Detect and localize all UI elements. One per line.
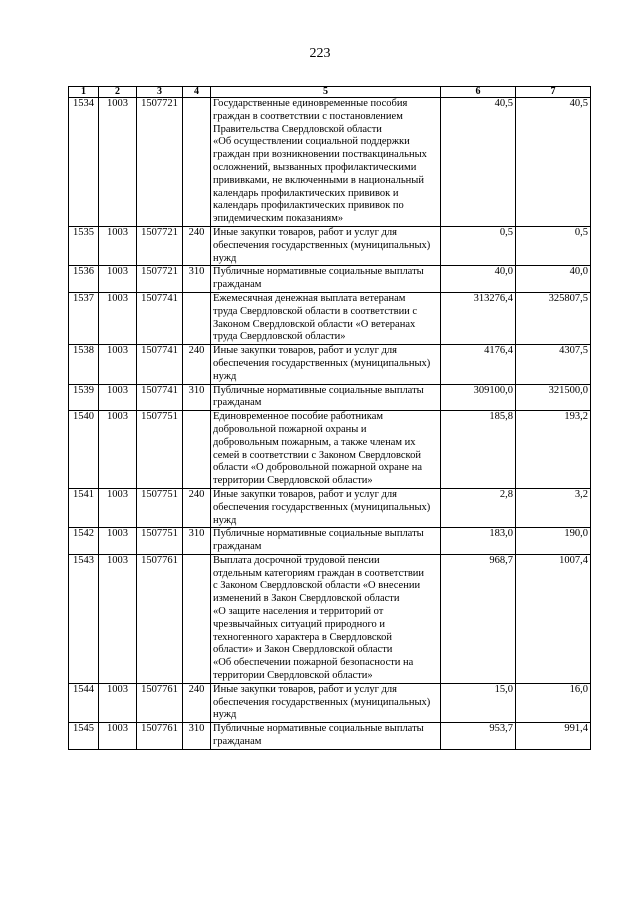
- article-code-cell: 1507761: [137, 723, 183, 750]
- header-cell: 4: [183, 87, 211, 98]
- table-row: [69, 683, 591, 722]
- row-name-cell: Выплата досрочной трудовой пенсии отдельным категориям граждан в соответствии с Законом Свердловской области «О внесении изменений в Закон Свердловской области «О защите населения и территорий от чрезвычайных ситуаций природного и техногенного характера в Свердловской области» и Закон Свердловской области «Об обеспечении пожарной безопасности на территории Свердловской области»: [211, 554, 441, 683]
- section-code-cell: 1003: [99, 98, 137, 227]
- article-code-cell: 1507751: [137, 411, 183, 489]
- amount-col7-cell: 0,5: [516, 226, 591, 265]
- expense-type-cell: [183, 554, 211, 683]
- section-code-cell: 1003: [99, 528, 137, 555]
- table-row: [69, 411, 591, 489]
- row-name-cell: Ежемесячная денежная выплата ветеранам труда Свердловской области в соответствии с Законом Свердловской области «О ветеранах труда Свердловской области»: [211, 292, 441, 344]
- section-code-cell: 1003: [99, 292, 137, 344]
- expense-type-cell: 240: [183, 488, 211, 527]
- expense-type-cell: 240: [183, 345, 211, 384]
- section-code-cell: 1003: [99, 723, 137, 750]
- header-cell: 2: [99, 87, 137, 98]
- amount-col7-cell: 321500,0: [516, 384, 591, 411]
- article-code-cell: 1507721: [137, 266, 183, 293]
- row-number-cell: 1535: [69, 226, 99, 265]
- amount-col7-cell: 991,4: [516, 723, 591, 750]
- expense-type-cell: 310: [183, 528, 211, 555]
- table-row: [69, 345, 591, 384]
- row-name-cell: Иные закупки товаров, работ и услуг для обеспечения государственных (муниципальных) нужд: [211, 226, 441, 265]
- row-number-cell: 1541: [69, 488, 99, 527]
- row-name-cell: Иные закупки товаров, работ и услуг для обеспечения государственных (муниципальных) нужд: [211, 345, 441, 384]
- amount-col6-cell: 40,5: [441, 98, 516, 227]
- header-cell: 5: [211, 87, 441, 98]
- row-name-cell: Публичные нормативные социальные выплаты гражданам: [211, 723, 441, 750]
- article-code-cell: 1507741: [137, 292, 183, 344]
- amount-col6-cell: 968,7: [441, 554, 516, 683]
- amount-col7-cell: 40,0: [516, 266, 591, 293]
- row-name-cell: Государственные единовременные пособия граждан в соответствии с постановлением Правительства Свердловской области «Об осуществлении социальной поддержки граждан при возникновении поствакцинальных осложнений, вызванных профилактическими прививками, не включенными в национальный календарь профилактических прививок и календарь профилактических прививок по эпидемическим показаниям»: [211, 98, 441, 227]
- amount-col7-cell: 190,0: [516, 528, 591, 555]
- table-row: [69, 554, 591, 683]
- row-number-cell: 1536: [69, 266, 99, 293]
- row-name-cell: Публичные нормативные социальные выплаты гражданам: [211, 528, 441, 555]
- section-code-cell: 1003: [99, 226, 137, 265]
- row-number-cell: 1544: [69, 683, 99, 722]
- article-code-cell: 1507761: [137, 554, 183, 683]
- article-code-cell: 1507761: [137, 683, 183, 722]
- article-code-cell: 1507741: [137, 345, 183, 384]
- section-code-cell: 1003: [99, 411, 137, 489]
- expense-type-cell: [183, 292, 211, 344]
- row-number-cell: 1539: [69, 384, 99, 411]
- row-number-cell: 1542: [69, 528, 99, 555]
- row-name-cell: Публичные нормативные социальные выплаты гражданам: [211, 266, 441, 293]
- article-code-cell: 1507721: [137, 98, 183, 227]
- section-code-cell: 1003: [99, 345, 137, 384]
- article-code-cell: 1507741: [137, 384, 183, 411]
- expense-type-cell: [183, 411, 211, 489]
- article-code-cell: 1507751: [137, 528, 183, 555]
- amount-col7-cell: 4307,5: [516, 345, 591, 384]
- table-row: [69, 266, 591, 293]
- expense-type-cell: 310: [183, 384, 211, 411]
- amount-col6-cell: 953,7: [441, 723, 516, 750]
- row-name-cell: Единовременное пособие работникам добровольной пожарной охраны и добровольным пожарным, а также членам их семей в соответствии с Законом Свердловской области «О добровольной пожарной охране на территории Свердловской области»: [211, 411, 441, 489]
- article-code-cell: 1507751: [137, 488, 183, 527]
- amount-col6-cell: 4176,4: [441, 345, 516, 384]
- table-row: [69, 98, 591, 227]
- section-code-cell: 1003: [99, 488, 137, 527]
- row-number-cell: 1545: [69, 723, 99, 750]
- table-row: [69, 384, 591, 411]
- row-number-cell: 1537: [69, 292, 99, 344]
- amount-col6-cell: 313276,4: [441, 292, 516, 344]
- expense-type-cell: 310: [183, 266, 211, 293]
- amount-col7-cell: 40,5: [516, 98, 591, 227]
- header-cell: 1: [69, 87, 99, 98]
- header-cell: 7: [516, 87, 591, 98]
- header-row: [69, 87, 591, 98]
- amount-col7-cell: 1007,4: [516, 554, 591, 683]
- amount-col7-cell: 16,0: [516, 683, 591, 722]
- amount-col7-cell: 193,2: [516, 411, 591, 489]
- expense-type-cell: [183, 98, 211, 227]
- row-number-cell: 1543: [69, 554, 99, 683]
- expense-type-cell: 240: [183, 226, 211, 265]
- expense-type-cell: 240: [183, 683, 211, 722]
- budget-table: [68, 86, 591, 750]
- amount-col6-cell: 2,8: [441, 488, 516, 527]
- amount-col6-cell: 309100,0: [441, 384, 516, 411]
- section-code-cell: 1003: [99, 384, 137, 411]
- section-code-cell: 1003: [99, 554, 137, 683]
- amount-col6-cell: 15,0: [441, 683, 516, 722]
- page-number: 223: [309, 46, 331, 61]
- row-number-cell: 1538: [69, 345, 99, 384]
- article-code-cell: 1507721: [137, 226, 183, 265]
- section-code-cell: 1003: [99, 683, 137, 722]
- amount-col6-cell: 183,0: [441, 528, 516, 555]
- amount-col6-cell: 40,0: [441, 266, 516, 293]
- section-code-cell: 1003: [99, 266, 137, 293]
- row-name-cell: Иные закупки товаров, работ и услуг для обеспечения государственных (муниципальных) нужд: [211, 683, 441, 722]
- table-row: [69, 723, 591, 750]
- table-row: [69, 292, 591, 344]
- table-row: [69, 488, 591, 527]
- table-row: [69, 226, 591, 265]
- header-cell: 3: [137, 87, 183, 98]
- expense-type-cell: 310: [183, 723, 211, 750]
- row-number-cell: 1534: [69, 98, 99, 227]
- row-name-cell: Иные закупки товаров, работ и услуг для обеспечения государственных (муниципальных) нужд: [211, 488, 441, 527]
- amount-col6-cell: 185,8: [441, 411, 516, 489]
- amount-col6-cell: 0,5: [441, 226, 516, 265]
- amount-col7-cell: 325807,5: [516, 292, 591, 344]
- row-number-cell: 1540: [69, 411, 99, 489]
- row-name-cell: Публичные нормативные социальные выплаты гражданам: [211, 384, 441, 411]
- header-cell: 6: [441, 87, 516, 98]
- amount-col7-cell: 3,2: [516, 488, 591, 527]
- table-row: [69, 528, 591, 555]
